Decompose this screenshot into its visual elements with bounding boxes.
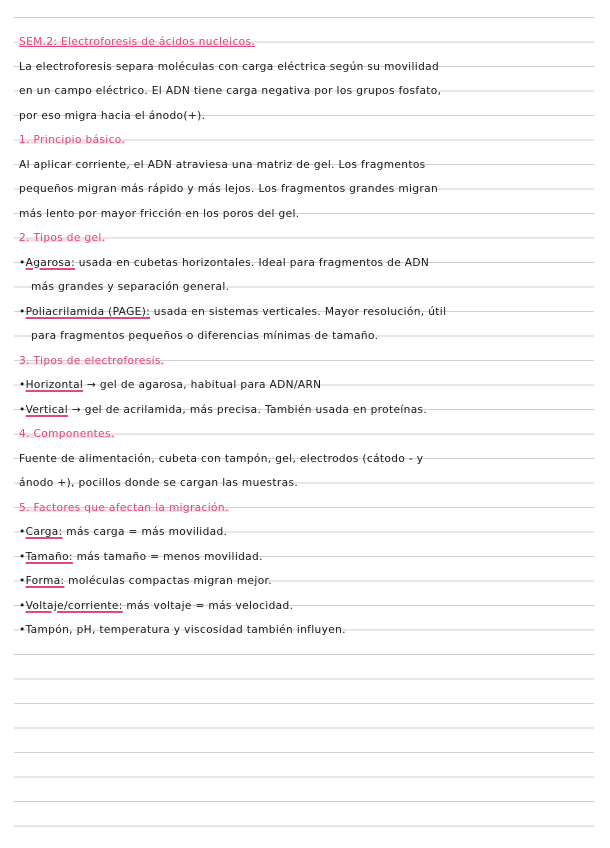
item-text: → gel de acrilamida, más precisa. También usada en proteínas. (68, 403, 428, 416)
list-item-tampon (19, 618, 599, 643)
section-heading-text: 5. Factores que afectan la migración. (19, 501, 229, 514)
item-text: más tamaño = menos movilidad. (72, 550, 263, 563)
bullet: • (19, 575, 26, 587)
intro-line: por eso migra hacia el ánodo(+). (19, 109, 206, 122)
body-line: Al aplicar corriente, el ADN atraviesa una matriz de gel. Los fragmentos (19, 158, 426, 171)
section-heading-factores (19, 496, 599, 521)
bullet: • (19, 550, 26, 563)
item-text: más voltaje = más velocidad. (122, 599, 294, 612)
item-text: → gel de agarosa, habitual para ADN/ARN (83, 379, 322, 391)
term-voltaje: Voltaje/corriente: (25, 599, 123, 612)
body-line: pequeños migran más rápido y más lejos. Los fragmentos grandes migran (19, 183, 439, 195)
section-heading-principio (19, 128, 599, 153)
intro-line: La electroforesis separa moléculas con carga eléctrica según su movilidad (19, 60, 440, 73)
term-vertical: Vertical (25, 403, 69, 416)
section-heading-text: 4. Componentes. (19, 428, 115, 440)
section-heading-tipos-gel (19, 226, 599, 251)
section-heading-tipos-electroforesis (19, 349, 599, 374)
body-line: más lento por mayor fricción en los poros del gel. (19, 207, 300, 220)
bullet: • (19, 599, 26, 612)
item-text: usada en sistemas verticales. Mayor resolución, útil (150, 305, 447, 318)
term-carga: Carga: (25, 526, 63, 538)
page-title (19, 30, 599, 55)
list-item-forma (19, 569, 599, 594)
page-title-text: SEM.2: Electroforesis de ácidos nucleicos. (19, 36, 256, 48)
item-text: Tampón, pH, temperatura y viscosidad también influyen. (25, 624, 346, 636)
list-item-carga (19, 520, 599, 545)
section-heading-text: 1. Principio básico. (19, 134, 126, 146)
body-line: ánodo +), pocillos donde se cargan las muestras. (19, 477, 299, 489)
term-horizontal: Horizontal (25, 379, 84, 391)
list-item-continuation: para fragmentos pequeños o diferencias mínimas de tamaño. (31, 330, 379, 342)
section-heading-text: 2. Tipos de gel. (19, 232, 106, 244)
section-heading-componentes (19, 422, 599, 447)
list-item-tamano (19, 545, 599, 570)
section-heading-text: 3. Tipos de electroforesis. (19, 354, 165, 367)
list-item-continuation: más grandes y separación general. (31, 281, 230, 293)
item-text: usada en cubetas horizontales. Ideal para fragmentos de ADN (75, 256, 430, 269)
bullet: • (19, 379, 26, 391)
body-line: Fuente de alimentación, cubeta con tampón, gel, electrodos (cátodo - y (19, 452, 424, 465)
notes-body (19, 30, 599, 643)
bullet: • (19, 305, 26, 318)
item-text: más carga = más movilidad. (62, 526, 228, 538)
bullet: • (19, 624, 26, 636)
item-text: moléculas compactas migran mejor. (64, 575, 272, 587)
bullet: • (19, 403, 26, 416)
list-item-voltaje (19, 594, 599, 619)
term-agarosa: Agarosa: (25, 256, 76, 269)
list-item-vertical (19, 398, 599, 423)
list-item-agarosa (19, 251, 599, 276)
term-poliacrilamida: Poliacrilamida (PAGE): (25, 305, 151, 318)
list-item-poliacrilamida (19, 300, 599, 325)
list-item-horizontal (19, 373, 599, 398)
bullet: • (19, 526, 26, 538)
term-forma: Forma: (25, 575, 65, 587)
intro-line: en un campo eléctrico. El ADN tiene carga negativa por los grupos fosfato, (19, 85, 442, 97)
bullet: • (19, 256, 26, 269)
term-tamano: Tamaño: (25, 550, 73, 563)
